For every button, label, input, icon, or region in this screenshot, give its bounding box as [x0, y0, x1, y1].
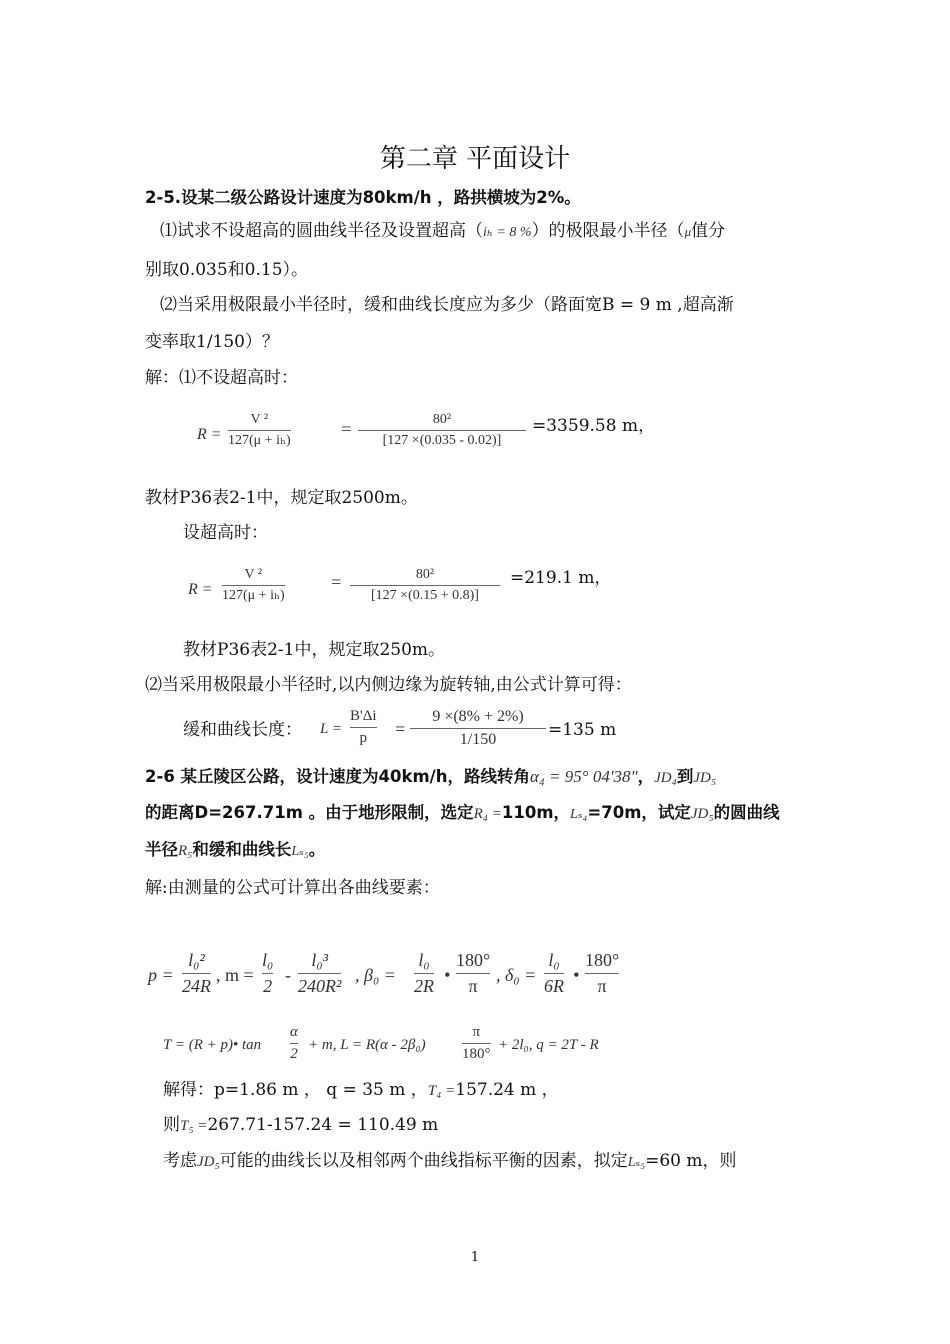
text: =70m，试定 — [587, 803, 691, 822]
numerator: π — [472, 1024, 481, 1040]
fraction-bar — [298, 973, 341, 974]
denominator: 2R — [414, 975, 434, 996]
f2-pi-fraction — [462, 1024, 491, 1064]
q25-part1-line1 — [160, 223, 725, 240]
eq2-fraction-2 — [350, 567, 500, 604]
f1-beta-fraction-2 — [456, 950, 490, 996]
fraction-bar — [544, 973, 564, 974]
numerator: l₀ — [262, 950, 274, 970]
solution-2-label: 设超高时： — [183, 523, 268, 543]
f1-m-fraction-2 — [298, 950, 341, 996]
text: ， — [637, 767, 655, 786]
denominator: [127 ×(0.15 + 0.8)] — [371, 588, 479, 604]
fraction-bar — [410, 728, 546, 729]
text: 的圆曲线 — [713, 803, 780, 822]
numerator: 180° — [585, 950, 620, 970]
numerator: l₀² — [188, 950, 205, 970]
ls4-symbol: Lₛ₄ — [570, 807, 588, 822]
eq2-fraction-1 — [222, 567, 285, 604]
text: ⑴试求不设超高的圆曲线半径及设置超高（ — [160, 221, 483, 241]
t5-symbol: T₅ = — [180, 1118, 208, 1134]
numerator: l₀ — [418, 950, 430, 970]
fraction-bar — [350, 727, 377, 728]
f2-part-b: + m, L = R(α - 2β₀) — [308, 1037, 426, 1053]
jd4-symbol: JD₄ — [654, 770, 677, 786]
numerator: B'Δi — [350, 708, 377, 724]
f1-beta-lhs: , β₀ = — [355, 965, 396, 985]
denominator: p — [359, 730, 368, 747]
solution-2-6-label: 解:由测量的公式可计算出各曲线要素： — [145, 878, 440, 898]
fraction-bar — [585, 973, 619, 974]
f1-dot-2: • — [573, 965, 580, 985]
fraction-bar — [350, 585, 500, 586]
alpha4-formula: α₄ = 95° 04'38" — [529, 767, 638, 786]
problem-2-6-line1 — [145, 768, 716, 786]
text: 值分 — [691, 221, 726, 241]
numerator: l₀³ — [311, 950, 329, 970]
ih-formula: iₕ = 8 % — [483, 225, 532, 240]
f1-p-fraction — [182, 950, 211, 996]
denominator: π — [597, 975, 607, 996]
r5-symbol: R₅ — [178, 843, 193, 859]
f1-delta-fraction — [544, 950, 564, 996]
text: 。 — [308, 840, 326, 859]
solution-1-label: 解：⑴不设超高时： — [145, 368, 298, 388]
numerator: V ² — [250, 412, 269, 427]
text: 可能的曲线长以及相邻两个曲线指标平衡的因素，拟定 — [219, 1151, 628, 1171]
page-number: 1 — [470, 1250, 480, 1265]
eq3-label: 缓和曲线长度： — [183, 720, 302, 740]
eq1-result: =3359.58 m， — [532, 416, 656, 436]
text: 2-6 某丘陵区公路，设计速度为40km/h，路线转角 — [145, 767, 530, 786]
text: 则 — [163, 1115, 180, 1135]
ls5-symbol: Lₛ₅ — [291, 844, 309, 859]
text: 110m， — [501, 803, 571, 822]
solution-3-label: ⑵当采用极限最小半径时,以内侧边缘为旋转轴,由公式计算可得： — [145, 675, 632, 695]
f2-part-a: T = (R + p)• tan — [163, 1037, 262, 1053]
denominator: 6R — [544, 975, 564, 996]
text: =60 m，则 — [645, 1151, 737, 1171]
eq3-result: =135 m — [548, 720, 617, 740]
textbook-note-1: 教材P36表2-1中，规定取2500m。 — [145, 488, 418, 508]
textbook-note-2: 教材P36表2-1中，规定取250m。 — [183, 640, 446, 660]
fraction-bar — [290, 1043, 298, 1044]
numerator: l₀ — [548, 950, 560, 970]
fraction-bar — [222, 585, 285, 586]
text: 半径 — [145, 840, 178, 859]
denominator: π — [468, 975, 478, 996]
text: 的距离D=267.71m 。由于地形限制，选定 — [145, 803, 474, 822]
denominator: 2 — [290, 1046, 298, 1063]
eq3-fraction-1 — [350, 708, 377, 748]
numerator: 80² — [432, 412, 452, 427]
eq2-lhs: R = — [188, 581, 213, 598]
denominator: [127 ×(0.035 - 0.02)] — [382, 433, 502, 449]
problem-2-6-line3 — [145, 842, 325, 859]
denominator: 240R² — [298, 975, 342, 996]
fraction-bar — [182, 973, 211, 974]
text: 和缓和曲线长 — [192, 840, 292, 859]
numerator: 9 ×(8% + 2%) — [432, 708, 524, 725]
q25-part1-line2: 别取0.035和0.15）。 — [145, 260, 309, 280]
f1-dot-1: • — [444, 965, 451, 985]
eq3-fraction-2 — [410, 708, 546, 750]
numerator: α — [290, 1024, 298, 1040]
fraction-bar — [262, 973, 273, 974]
fraction-bar — [414, 973, 434, 974]
text: 到 — [676, 767, 694, 786]
problem-2-6-line2 — [145, 805, 780, 822]
eq1-fraction-1 — [228, 412, 291, 449]
f1-m-fraction-1 — [262, 950, 273, 996]
f1-delta-lhs: , δ₀ = — [496, 965, 537, 985]
text: 解得：p=1.86 m ， q = 35 m ， — [163, 1080, 428, 1100]
denominator: 180° — [462, 1046, 491, 1063]
denominator: 2 — [263, 975, 273, 996]
f1-delta-fraction-2 — [585, 950, 619, 996]
t4-symbol: T₄ = — [427, 1083, 456, 1099]
f2-part-c: + 2l₀, q = 2T - R — [498, 1037, 599, 1053]
fraction-bar — [456, 973, 490, 974]
denominator: 1/150 — [459, 731, 497, 749]
eq2-equals: = — [330, 572, 343, 592]
eq3-equals: = — [394, 719, 407, 739]
problem-2-5-heading: 2-5.设某二级公路设计速度为80km/h ，路拱横坡为2%。 — [145, 188, 581, 207]
f1-m-lhs: , m = — [216, 965, 254, 985]
fraction-bar — [358, 430, 526, 431]
eq3-lhs: L = — [320, 721, 342, 737]
f1-beta-fraction — [414, 950, 434, 996]
eq1-lhs: R = — [197, 426, 222, 443]
text: 267.71-157.24 = 110.49 m — [207, 1115, 439, 1135]
q25-part2-line2: 变率取1/150）？ — [145, 332, 279, 352]
mu-symbol: μ — [684, 224, 692, 239]
eq1-equals: = — [340, 419, 353, 439]
numerator: 80² — [415, 567, 435, 582]
numerator: V ² — [244, 567, 263, 582]
eq2-result: =219.1 m， — [510, 568, 612, 588]
text: 考虑 — [163, 1151, 197, 1171]
f1-p-lhs: p = — [148, 965, 174, 985]
ls5-symbol: Lₛ₅ — [627, 1155, 646, 1170]
text: ）的极限最小半径（ — [531, 221, 685, 241]
denominator: 127(μ + iₕ) — [222, 588, 285, 604]
chapter-title: 第二章 平面设计 — [379, 144, 571, 174]
fraction-bar — [462, 1043, 491, 1044]
text: 157.24 m ， — [455, 1080, 559, 1100]
q25-part2-line1: ⑵当采用极限最小半径时，缓和曲线长度应为多少（路面宽B = 9 m ,超高渐 — [160, 295, 734, 315]
f1-minus: - — [285, 965, 291, 985]
denominator: 127(μ + iₕ) — [228, 433, 291, 449]
result-line-2 — [163, 1117, 438, 1134]
fraction-bar — [228, 430, 291, 431]
jd5-symbol: JD₅ — [690, 806, 714, 822]
jd5-symbol: JD₅ — [197, 1154, 220, 1170]
result-line-1 — [163, 1082, 559, 1099]
eq1-fraction-2 — [358, 412, 526, 449]
f2-alpha-fraction — [290, 1024, 298, 1064]
result-line-3 — [163, 1153, 737, 1170]
r4-symbol: R₄ = — [473, 806, 502, 822]
denominator: 24R — [182, 975, 211, 996]
jd5-symbol: JD₅ — [693, 770, 717, 786]
numerator: 180° — [456, 950, 491, 970]
